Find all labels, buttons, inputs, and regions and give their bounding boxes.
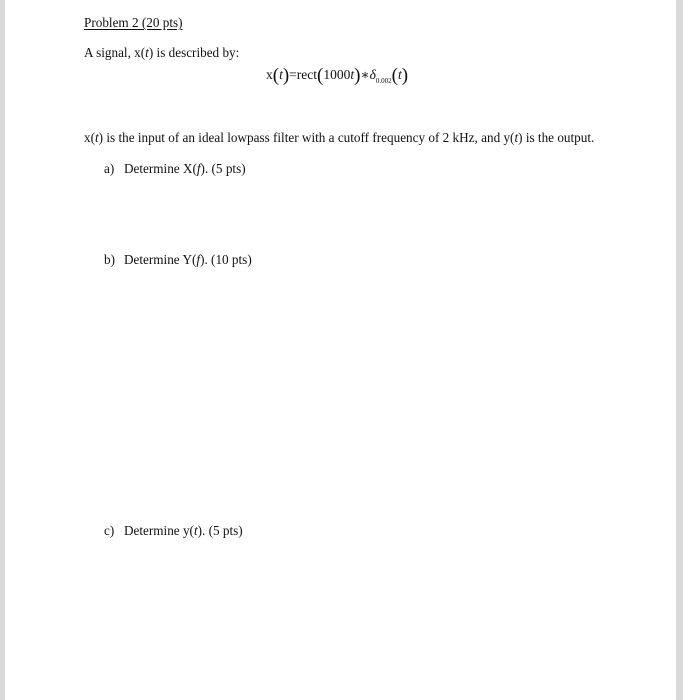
- equation-delta-symbol: δ: [369, 67, 376, 82]
- intro-text-end: ) is described by:: [148, 45, 240, 60]
- question-points: ). (5 pts): [200, 161, 246, 176]
- question-points: ). (5 pts): [197, 523, 243, 538]
- equation-rect-variable: t: [350, 67, 355, 82]
- question-points: ). (10 pts): [200, 252, 252, 267]
- question-label: c): [104, 523, 115, 538]
- statement-part-3: ) is the output.: [518, 130, 595, 145]
- question-b: [104, 253, 252, 266]
- statement-part-1: x(: [84, 130, 95, 145]
- question-variable: t: [193, 523, 198, 538]
- question-a: [104, 162, 246, 175]
- equation-paren: ): [282, 65, 290, 86]
- equation-rhs-variable: t: [398, 67, 402, 82]
- equation-rect-function: rect: [296, 67, 318, 82]
- equation-equals: =: [289, 67, 297, 82]
- statement-variable-2: t: [514, 130, 519, 145]
- question-text: Determine Y(: [124, 252, 197, 267]
- document-page: [5, 0, 676, 700]
- signal-description: [84, 46, 239, 59]
- equation-convolution-operator: ∗: [360, 67, 370, 82]
- equation-paren: (: [317, 65, 324, 86]
- question-label: a): [104, 161, 115, 176]
- question-c: [104, 524, 243, 537]
- equation-paren: (: [391, 65, 398, 86]
- question-variable: f: [196, 252, 201, 267]
- question-text: Determine y(: [124, 523, 194, 538]
- problem-heading: Problem 2 (20 pts): [84, 15, 183, 30]
- equation-rect-coefficient: 1000: [323, 67, 351, 82]
- statement-variable-1: t: [95, 130, 99, 145]
- question-label: b): [104, 252, 115, 267]
- equation-paren: (: [272, 65, 280, 86]
- question-text: Determine X(: [124, 161, 197, 176]
- equation-lhs-function: x: [266, 67, 273, 82]
- statement-part-2: ) is the input of an ideal lowpass filter with a cutoff frequency of 2 kHz, and y(: [98, 130, 515, 145]
- equation-lhs-variable: t: [279, 67, 283, 82]
- problem-statement: [84, 131, 594, 144]
- equation-paren: ): [354, 65, 361, 86]
- intro-time-variable: t: [145, 45, 149, 60]
- signal-equation: [266, 66, 408, 85]
- equation-paren: ): [401, 65, 409, 86]
- question-variable: f: [196, 161, 201, 176]
- equation-delta-period: 0.002: [375, 77, 392, 85]
- intro-text-start: A signal, x(: [84, 45, 146, 60]
